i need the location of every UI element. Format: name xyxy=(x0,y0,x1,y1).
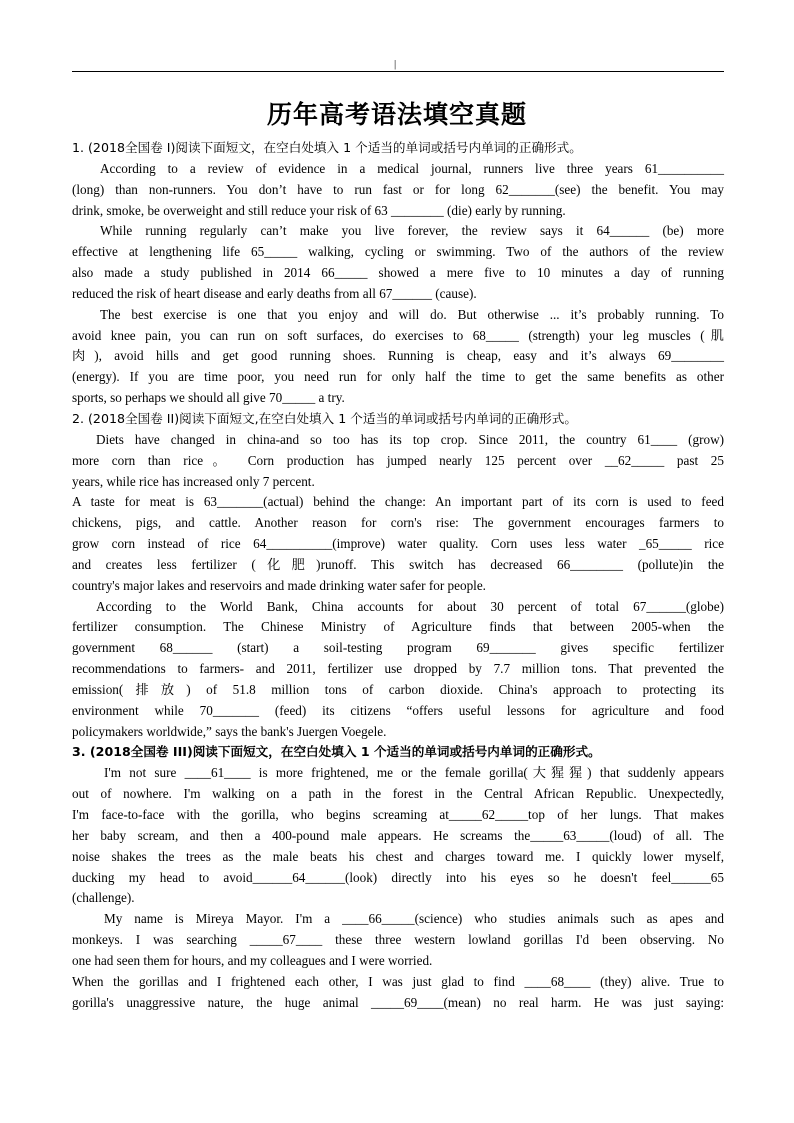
passage-3-line: ducking my head to avoid______64______(look) directly into his eyes so he doesn't feel______65 xyxy=(72,869,724,885)
passage-2-line: chickens, pigs, and cattle. Another reason for corn's rise: The government encourages farmers to xyxy=(72,515,724,531)
passage-1-line: reduced the risk of heart disease and early deaths from all 67______ (cause). xyxy=(72,285,477,301)
passage-2-line: more corn than rice。 Corn production has jumped nearly 125 percent over __62_____ past 25 xyxy=(72,452,724,468)
passage-3-line: I'm not sure ____61____ is more frightened, me or the female gorilla(大猩猩) that suddenly appears xyxy=(104,765,724,781)
passage-2-line: environment while 70_______ (feed) its citizens “offers useful lessons for agriculture and food xyxy=(72,702,724,718)
passage-3-line: monkeys. I was searching _____67____ these three western lowland gorillas I'd been observing. No xyxy=(72,932,724,948)
section-2-heading: 2. (2018全国卷 II)阅读下面短文,在空白处填入 1 个适当的单词或括号内单词的正确形式。 xyxy=(72,410,577,426)
passage-3-line: out of nowhere. I'm walking on a path in the forest in the Central African Republic. Unexpectedly, xyxy=(72,786,724,802)
header-rule xyxy=(72,71,724,72)
passage-3-line: noise shakes the trees as the male beats his chest and charges toward me. I quickly lower myself, xyxy=(72,848,724,864)
passage-1-line: 肉), avoid hills and get good running shoes. Running is cheap, easy and it’s always 69________ xyxy=(72,348,724,364)
section-1-heading: 1. (2018全国卷 I)阅读下面短文，在空白处填入 1 个适当的单词或括号内单词的正确形式。 xyxy=(72,140,582,155)
document-body xyxy=(72,138,724,1013)
header-mark: | xyxy=(394,58,397,70)
passage-2-line: According to the World Bank, China accounts for about 30 percent of total 67______(globe) xyxy=(96,598,724,614)
passage-2-line: policymakers worldwide,” says the bank's Juergen Voegele. xyxy=(72,723,387,739)
passage-3-line: one had seen them for hours, and my colleagues and I were worried. xyxy=(72,952,433,968)
passage-2-line: and creates less fertilizer (化肥)runoff. This switch has decreased 66________ (pollute)in the xyxy=(72,556,724,572)
passage-2-line: country's major lakes and reservoirs and made drinking water safer for people. xyxy=(72,577,486,593)
passage-1-line: (long) than non-runners. You don’t have to run fast or for long 62_______(see) the benefit. You may xyxy=(72,181,724,197)
passage-2-line: Diets have changed in china-and so too has its top crop. Since 2011, the country 61____ (grow) xyxy=(96,431,724,447)
passage-2-line: grow corn instead of rice 64__________(improve) water quality. Corn uses less water _65_____ rice xyxy=(72,536,724,552)
passage-1-line: (energy). If you are time poor, you need run for only half the time to get the same benefits as other xyxy=(72,369,724,385)
section-3-heading: 3. (2018全国卷 III)阅读下面短文，在空白处填入 1 个适当的单词或括号内单词的正确形式。 xyxy=(72,744,601,760)
passage-1-line: effective at lengthening life 65_____ walking, cycling or swimming. Two of the authors of the review xyxy=(72,244,724,260)
passage-3-line: When the gorillas and I frightened each other, I was just glad to find ____68____ (they) alive. True to xyxy=(72,973,724,989)
passage-2-line: government 68______ (start) a soil-testing program 69_______ gives specific fertilizer xyxy=(72,640,724,656)
page-title: 历年高考语法填空真题 xyxy=(266,100,527,129)
passage-3-line: her baby scream, and then a 400-pound male appears. He screams the_____63_____(loud) of all. The xyxy=(72,827,724,843)
passage-1-line: drink, smoke, be overweight and still reduce your risk of 63 ________ (die) early by running. xyxy=(72,202,566,218)
passage-3-line: (challenge). xyxy=(72,890,135,906)
passage-2-line: years, while rice has increased only 7 percent. xyxy=(72,473,315,489)
passage-2-line: A taste for meat is 63_______(actual) behind the change: An important part of its corn is used to feed xyxy=(72,494,724,510)
passage-2-line: recommendations to farmers- and 2011, fertilizer use dropped by 7.7 million tons. That prevented the xyxy=(72,661,724,677)
passage-1-line: sports, so perhaps we should all give 70_____ a try. xyxy=(72,390,345,406)
passage-2-line: emission(排放) of 51.8 million tons of carbon dioxide. China's approach to protecting its xyxy=(72,681,724,697)
passage-1-line: While running regularly can’t make you live forever, the review says it 64______ (be) more xyxy=(100,223,724,239)
passage-1-line: also made a study published in 2014 66_____ showed a mere five to 10 minutes a day of running xyxy=(72,265,724,281)
passage-3-line: I'm face-to-face with the gorilla, who begins screaming at_____62_____top of her lungs. That makes xyxy=(72,807,724,822)
passage-1-line: The best exercise is one that you enjoy and will do. But otherwise ... it’s probably running. To xyxy=(100,306,724,322)
passage-2-line: fertilizer consumption. The Chinese Ministry of Agriculture finds that between 2005-when the xyxy=(72,619,724,635)
passage-1-line: According to a review of evidence in a medical journal, runners live three years 61__________ xyxy=(100,160,724,176)
passage-3-line: gorilla's unaggressive nature, the huge animal _____69____(mean) no real harm. He was just saying: xyxy=(72,994,724,1010)
passage-1-line: avoid knee pain, you can run on soft surfaces, do exercises to 68_____ (strength) your leg muscles (肌 xyxy=(72,327,724,343)
passage-3-line: My name is Mireya Mayor. I'm a ____66_____(science) who studies animals such as apes and xyxy=(104,911,724,927)
